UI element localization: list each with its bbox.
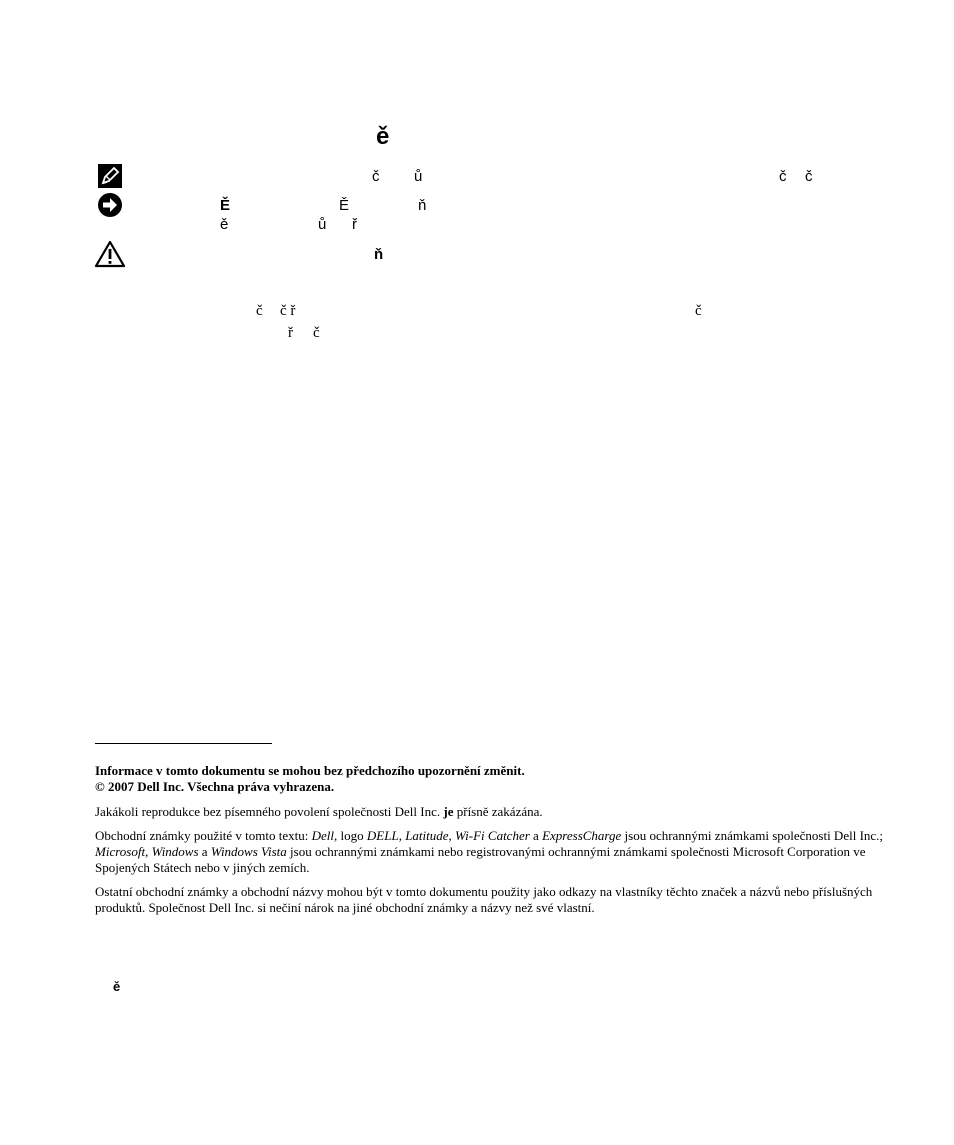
body-fragment: č [313,325,320,341]
note-fragment: ů [414,168,423,185]
trademark-name: Dell [311,828,335,843]
trademark-name: ExpressCharge [542,828,622,843]
note-fragment: č [805,168,813,185]
caution-triangle-icon [94,240,126,268]
legal-text: , logo [334,828,367,843]
note-pencil-icon [98,164,122,188]
legal-reproduction [95,804,895,820]
notice-fragment: ů [318,216,327,233]
notice-fragment: Ě [339,197,350,214]
legal-text: Jakákoli reprodukce bez písemného povolení společnosti Dell Inc. [95,804,444,819]
legal-text: jsou ochrannými známkami nebo registrovanými ochrannými známkami společnosti Microsoft Corporation ve Spojených Státech nebo v jiných zemích. [95,844,866,875]
copyright-line: © 2007 Dell Inc. Všechna práva vyhrazena. [95,779,335,794]
trademark-name: Latitude [405,828,449,843]
legal-text: , [448,828,456,843]
notice-arrow-icon [97,192,123,218]
trademark-name: Microsoft [95,844,146,859]
legal-text-bold: je [443,804,454,819]
trademark-name: Windows [151,844,199,859]
caution-fragment: ň [374,246,384,263]
legal-text: jsou ochrannými známkami společnosti Dell Inc.; [621,828,884,843]
note-fragment: č [372,168,380,185]
body-fragment: ř [288,325,293,341]
legal-text: , [398,828,406,843]
notice-fragment: ě [220,216,229,233]
legal-text: Obchodní známky použité v tomto textu: [95,828,312,843]
legal-text: a [529,828,543,843]
body-fragment: č ř [280,303,296,319]
footer-mark: ě [113,979,121,994]
notice-fragment: ř [352,216,357,233]
legal-change-notice: Informace v tomto dokumentu se mohou bez předchozího upozornění změnit. [95,763,525,778]
legal-other-trademarks [95,884,895,916]
page-title: ě [376,123,390,150]
legal-text: , [145,844,152,859]
notice-fragment: Ě [220,197,231,214]
legal-text: přísně zakázána. [453,804,543,819]
trademark-name: Windows Vista [210,844,287,859]
body-fragment: č [695,303,702,319]
notice-fragment: ň [418,197,427,214]
legal-text: a [198,844,211,859]
trademark-name: Wi-Fi Catcher [455,828,530,843]
legal-text: Ostatní obchodní známky a obchodní názvy mohou být v tomto dokumentu použity jako odkazy na vlastníky těchto značek a názvů nebo příslušných produktů. Společnost Dell Inc. si nečiní nárok na jiné obchodní známky a názvy než své vlastní. [95,884,873,915]
note-fragment: č [779,168,787,185]
footnote-rule [95,743,272,744]
trademark-name: DELL [366,828,399,843]
legal-bold-notice [95,763,895,795]
body-fragment: č [256,303,263,319]
legal-trademarks [95,828,895,876]
